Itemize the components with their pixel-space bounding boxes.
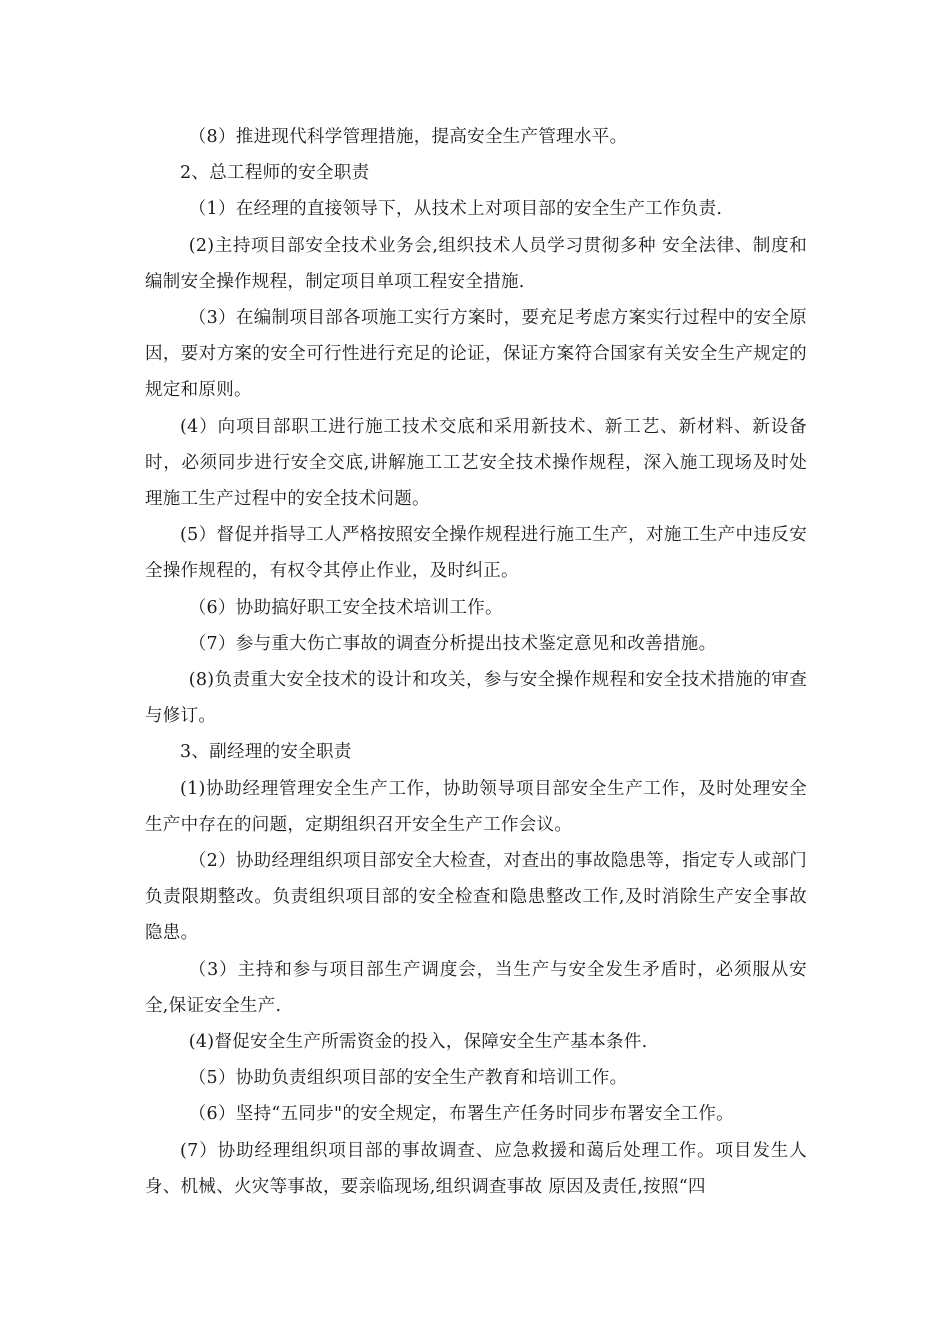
paragraph-chief-engineer-8: (8)负责重大安全技术的设计和攻关，参与安全操作规程和安全技术措施的审查与修订。 [145, 670, 807, 727]
paragraph-item-8-modern-management: （8）推进现代科学管理措施，提高安全生产管理水平。 [188, 127, 628, 147]
paragraph-chief-engineer-5: (5）督促并指导工人严格按照安全操作规程进行施工生产，对施工生产中违反安全操作规程的，有权令其停止作业，及时纠正。 [145, 525, 807, 582]
paragraph-chief-engineer-6: （6）协助搞好职工安全技术培训工作。 [188, 597, 503, 618]
paragraph-deputy-manager-4: (4)督促安全生产所需资金的投入，保障安全生产基本条件. [188, 1032, 648, 1053]
section-heading-deputy-manager: 3、副经理的安全职责 [180, 742, 352, 763]
paragraph-deputy-manager-5: （5）协助负责组织项目部的安全生产教育和培训工作。 [188, 1068, 628, 1089]
paragraph-chief-engineer-4: (4）向项目部职工进行施工技术交底和采用新技术、新工艺、新材料、新设备时，必须同步进行安全交底,讲解施工工艺安全技术操作规程，深入施工现场及时处理施工生产过程中的安全技术问题。 [145, 416, 807, 510]
paragraph-chief-engineer-2: (2)主持项目部安全技术业务会,组织技术人员学习贯彻多种 安全法律、制度和编制安全操作规程，制定项目单项工程安全措施. [145, 235, 807, 292]
paragraph-deputy-manager-7: (7）协助经理组织项目部的事故调查、应急救援和蔼后处理工作。项目发生人身、机械、火灾等事故，要亲临现场,组织调查事故 原因及责任,按照“四 [145, 1140, 807, 1197]
paragraph-deputy-manager-3: （3）主持和参与项目部生产调度会，当生产与安全发生矛盾时，必须服从安全,保证安全生产. [145, 959, 807, 1016]
section-heading-chief-engineer: 2、总工程师的安全职责 [180, 163, 370, 184]
paragraph-deputy-manager-6: （6）坚持“五同步"的安全规定，布署生产任务时同步布署安全工作。 [188, 1104, 734, 1125]
paragraph-chief-engineer-7: （7）参与重大伤亡事故的调查分析提出技术鉴定意见和改善措施。 [188, 633, 717, 654]
paragraph-deputy-manager-2: （2）协助经理组织项目部安全大检查，对查出的事故隐患等，指定专人或部门负责限期整改。负责组织项目部的安全检查和隐患整改工作,及时消除生产安全事故隐患。 [145, 851, 807, 944]
document-body [145, 119, 807, 1205]
paragraph-chief-engineer-3: （3）在编制项目部各项施工实行方案时，要充足考虑方案实行过程中的安全原因，要对方案的安全可行性进行充足的论证，保证方案符合国家有关安全生产规定的规定和原则。 [145, 308, 807, 401]
paragraph-chief-engineer-1: （1）在经理的直接领导下，从技术上对项目部的安全生产工作负责. [188, 199, 723, 220]
paragraph-deputy-manager-1: (1)协助经理管理安全生产工作，协助领导项目部安全生产工作，及时处理安全生产中存在的问题，定期组织召开安全生产工作会议。 [145, 778, 807, 835]
